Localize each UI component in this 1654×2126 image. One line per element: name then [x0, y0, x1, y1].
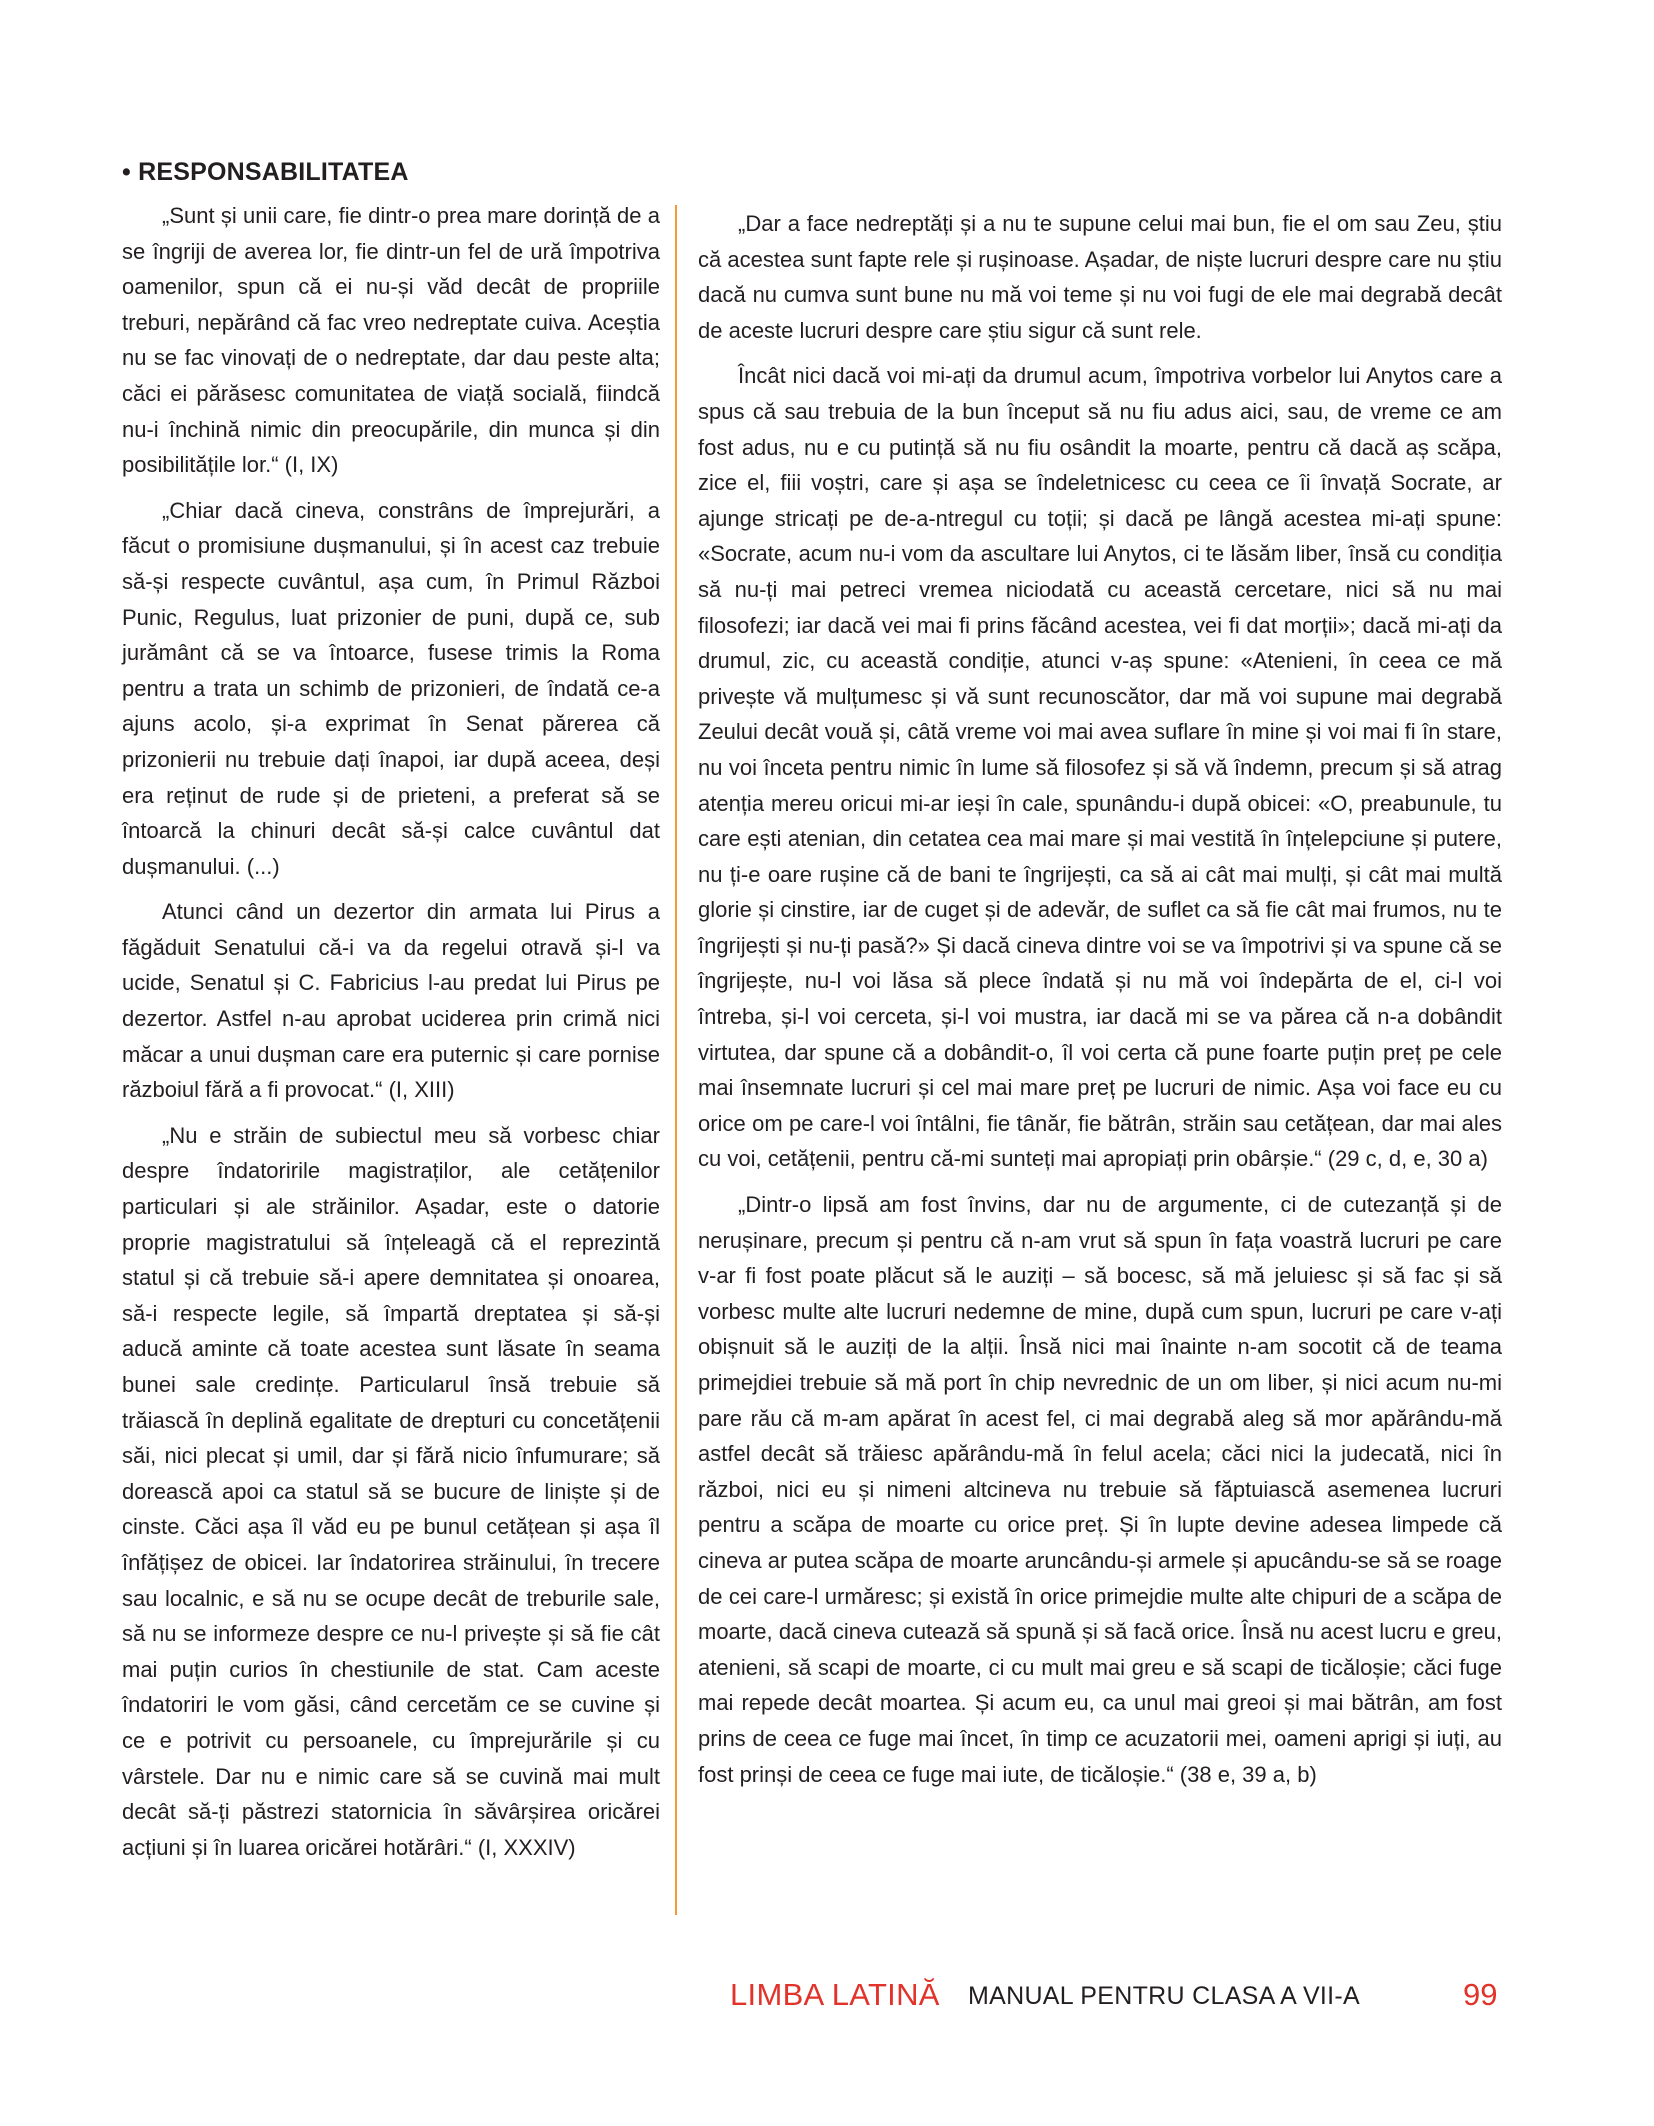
right-column [698, 206, 1502, 1802]
left-paragraph-4: „Nu e străin de subiectul meu să vorbesc chiar despre îndatoririle magistraților, ale cetățenilor particulari și ale străinilor. Așadar, este o datorie proprie magistratului să înțeleagă că el reprezintă statul și că trebuie să-i apere demnitatea și onoarea, să-i respecte legile, să împartă dreptatea și să-și aducă aminte că toate acestea sunt lăsate în seama bunei sale credințe. Particularul însă trebuie să trăiască în deplină egalitate de drepturi cu concetățenii săi, nici plecat și umil, dar și fără nicio înfumurare; să dorească apoi ca statul să se bucure de liniște și de cinste. Căci așa îl văd eu pe bunul cetățean și așa îl înfățișez de obicei. Iar îndatorirea străinului, în trecere sau localnic, e să nu se ocupe decât de treburile sale, să nu se informeze despre ce nu-l privește și să fie cât mai puțin curios în chestiunile de stat. Cam aceste îndatoriri le vom găsi, când cercetăm ce se cuvine și ce e potrivit cu persoanele, cu împrejurările și cu vârstele. Dar nu e nimic care să se cuvină mai mult decât să-ți păstrezi statornicia în săvârșirea oricărei acțiuni și în luarea oricărei hotărâri.“ (I, XXXIV) [122, 1122, 660, 1860]
page-footer [730, 1977, 1510, 2023]
left-paragraph-2: „Chiar dacă cineva, constrâns de împrejurări, a făcut o promisiune dușmanului, și în acest caz trebuie să-și respecte cuvântul, așa cum, în Primul Război Punic, Regulus, luat prizonier de puni, după ce, sub jurământ că se va întoarce, fusese trimis la Roma pentru a trata un schimb de prizonieri, de îndată ce-a ajuns acolo, și-a exprimat în Senat părerea că prizonierii nu trebuie dați înapoi, iar după aceea, deși era reținut de rude și de prieteni, a preferat să se întoarcă la chinuri decât să-și calce cuvântul dat dușmanului. (...) [122, 497, 660, 879]
section-heading: • RESPONSABILITATEA [122, 158, 409, 186]
footer-subject: LIMBA LATINĂ [730, 1977, 940, 2012]
left-paragraph-1: „Sunt și unii care, fie dintr-o prea mare dorință de a se îngriji de averea lor, fie dintr-un fel de ură împotriva oamenilor, spun că ei nu-și văd decât de propriile treburi, nepărând că fac vreo nedreptate cuiva. Aceștia nu se fac vinovați de o nedreptate, dar dau peste alta; căci ei părăsesc comunitatea de viață socială, fiindcă nu-i închină nimic din preocupările, din munca și din posibilitățile lor.“ (I, IX) [122, 203, 660, 478]
right-paragraph-1: „Dar a face nedreptăți și a nu te supune celui mai bun, fie el om sau Zeu, știu că acestea sunt fapte rele și rușinoase. Așadar, de niște lucruri despre care nu știu dacă nu cumva sunt bune nu mă voi teme și nu voi fugi de ele mai degrabă decât de aceste lucruri despre care știu sigur că sunt rele. [698, 211, 1502, 343]
column-divider [675, 205, 677, 1915]
right-paragraph-3: „Dintr-o lipsă am fost învins, dar nu de argumente, ci de cutezanță și de nerușinare, precum și pentru că n-am vrut să spun în fața voastră lucruri pe care v-ar fi fost poate plăcut să le auziți – să bocesc, să mă jeluiesc și să fac și să vorbesc multe alte lucruri nedemne de mine, după cum spun, lucruri pe care v-ați obișnuit să le auziți de la alții. Însă nici mai înainte n-am socotit că de teama primejdiei trebuie să mă port în chip nevrednic de un om liber, și nici acum nu-mi pare rău că m-am apărat în acest fel, ci mai degrabă aleg să mor apărându-mă astfel decât să trăiesc apărându-mă în felul acela; căci nici la judecată, nici în război, nici eu și nimeni altcineva nu trebuie să făptuiască asemenea lucruri pentru a scăpa de moarte cu orice preț. Și în lupte devine adesea limpede că cineva ar putea scăpa de moarte aruncându-și armele și apucându-se să se roage de cei care-l urmăresc; și există în orice primejdie multe alte chipuri de a scăpa de moarte, dacă cineva cutează să spună și să facă orice. Însă nu acest lucru e greu, atenieni, să scapi de moarte, ci cu mult mai greu e să scapi de ticăloșie; căci fuge mai repede decât moartea. Și acum eu, ca unul mai greoi și mai bătrân, am fost prins de ceea ce fuge mai încet, în timp ce acuzatorii mei, oameni aprigi și iuți, au fost prinși de ceea ce fuge mai iute, de ticăloșie.“ (38 e, 39 a, b) [698, 1192, 1502, 1787]
left-column [122, 198, 660, 1875]
page-number: 99 [1463, 1977, 1498, 2012]
right-paragraph-2: Încât nici dacă voi mi-ați da drumul acum, împotriva vorbelor lui Anytos care a spus că sau trebuia de la bun început să nu fiu adus aici, sau, de vreme ce am fost adus, nu e cu putință să nu fiu osândit la moarte, pentru că dacă aș scăpa, zice el, fiii voștri, care și așa se îndeletnicesc cu ceea ce îi învață Socrate, ar ajunge stricați pe de-a-ntregul cu toții; și dacă pe lângă acestea mi-ați spune: «Socrate, acum nu-i vom da ascultare lui Anytos, ci te lăsăm liber, însă cu condiția să nu-ți mai petreci vremea niciodată cu această cercetare, nici să nu mai filosofezi; iar dacă vei mai fi prins făcând acestea, vei fi dat morții»; dacă mi-ați da drumul, zic, cu această condiție, atunci v-aș spune: «Atenieni, în ceea ce mă privește vă mulțumesc și vă sunt recunoscător, dar mă voi supune mai degrabă Zeului decât vouă și, câtă vreme voi mai avea suflare în mine și voi mai fi în stare, nu voi înceta pentru nimic în lume să filosofez și să vă îndemn, precum și să atrag atenția mereu oricui mi-ar ieși în cale, spunându-i după obicei: «O, preabunule, tu care ești atenian, din cetatea cea mai mare și mai vestită în înțelepciune și putere, nu ți-e oare rușine că de bani te îngrijești, ca să ai cât mai mulți, și cât mai multă glorie și cinstire, iar de cuget și de adevăr, de suflet ca să fie cât mai frumos, nu te îngrijești și nu-ți pasă?» Și dacă cineva dintre voi se va împotrivi și va spune că se îngrijește, nu-l voi lăsa să plece îndată și nu mă voi îndepărta de el, ci-l voi întreba, și-l voi cerceta, și-l voi mustra, iar dacă mi se va părea că n-a dobândit virtutea, dar spune că a dobândit-o, îl voi certa că pune foarte puțin preț pe cele mai însemnate lucruri și cel mai mare preț pe lucruri de nimic. Așa voi face eu cu orice om pe care-l voi întâlni, fie tânăr, fie bătrân, străin sau cetățean, dar mai ales cu voi, cetățenii, pentru că-mi sunteți mai apropiați prin obârșie.“ (29 c, d, e, 30 a) [698, 363, 1502, 1172]
left-paragraph-3: Atunci când un dezertor din armata lui Pirus a făgăduit Senatului că-i va da regelui otravă și-l va ucide, Senatul și C. Fabricius l-au predat lui Pirus pe dezertor. Astfel n-au aprobat uciderea prin crimă nici măcar a unui dușman care era puternic și care pornise războiul fără a fi provocat.“ (I, XIII) [122, 899, 660, 1103]
footer-manual-title: MANUAL PENTRU CLASA A VII-A [968, 1982, 1361, 2010]
